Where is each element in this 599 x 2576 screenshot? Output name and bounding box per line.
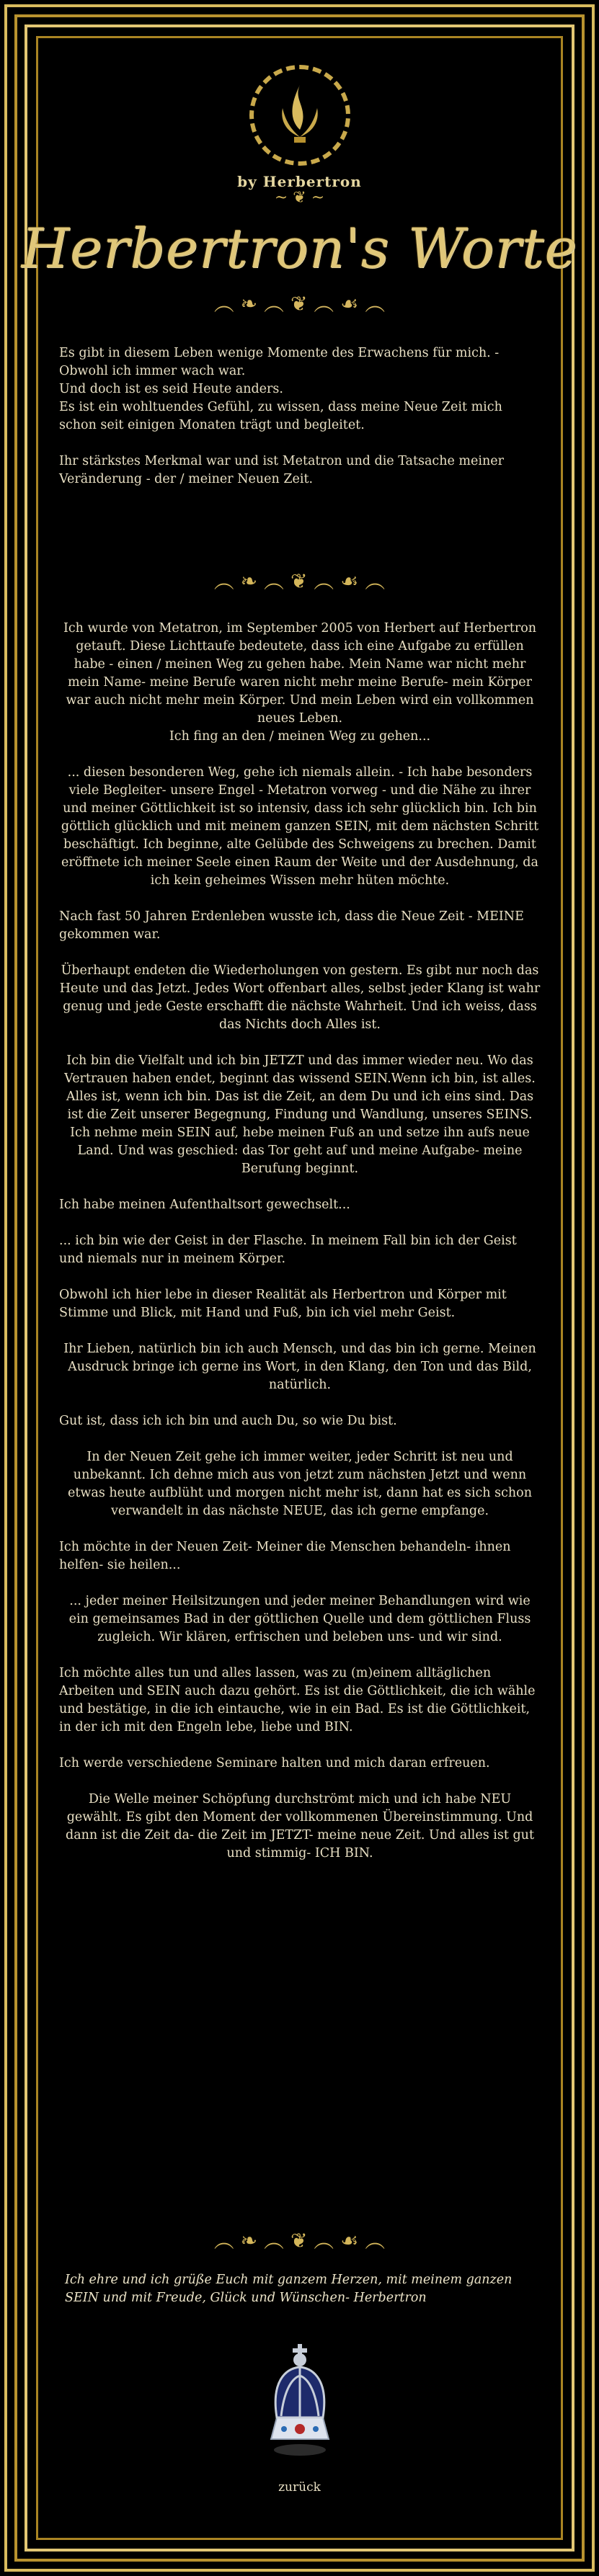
text-paragraph: ... jeder meiner Heilsitzungen und jeder meiner Behandlungen wird wie ein gemeinsames Bad in der göttlichen Quelle und dem göttlichen Fluss zugleich. Wir klären, erfrischen und beleben uns- und wir sind. [68, 1594, 531, 1644]
ornamental-flourish-icon: ~ ❦ ~ [274, 189, 325, 207]
crown-icon [0, 2331, 599, 2464]
text-paragraph: In der Neuen Zeit gehe ich immer weiter, jeder Schritt ist neu und unbekannt. Ich dehne mich aus von jetzt zum nächsten Jetzt und wenn etwas heute aufblüht und morgen nicht mehr ist, dann hat es sich schon verwandelt in das nächste NEUE, das ich gerne empfange. [68, 1450, 532, 1518]
text-paragraph: Ich möchte alles tun und alles lassen, was zu (m)einem alltäglichen Arbeiten und SEIN auch dazu gehört. Es ist die Göttlichkeit, die ich wähle und bestätige, in die ich eintauche, wie in ein Bad. Es ist die Göttlichkeit, in der ich mit den Engeln lebe, liebe und BIN. [59, 1666, 536, 1734]
text-paragraph: Ich möchte in der Neuen Zeit- Meiner die Menschen behandeln- ihnen helfen- sie heilen... [59, 1540, 511, 1572]
page-title: Herbertron's Worte [21, 216, 578, 280]
text-paragraph: Gut ist, dass ich ich bin und auch Du, so wie Du bist. [59, 1414, 397, 1428]
text-paragraph: Ich habe meinen Aufenthaltsort gewechselt... [59, 1198, 350, 1212]
main-text-section [59, 620, 541, 1881]
ornamental-flourish-icon: ︵ ❧ ︵ ❦ ︵ ☙ ︵ [213, 569, 386, 593]
ornamental-flourish-icon: ︵ ❧ ︵ ❦ ︵ ☙ ︵ [213, 292, 386, 316]
text-paragraph: Überhaupt endeten die Wiederholungen von gestern. Es gibt nur noch das Heute und das Jetzt. Jedes Wort offenbart alles, selbst jeder Klang ist wahr genug und jede Geste erschafft die nächste Wahrheit. Und ich weiss, dass das Nichts doch Alles ist. [59, 963, 541, 1032]
intro-paragraph: Es gibt in diesem Leben wenige Momente des Erwachens für mich. - Obwohl ich immer wach war. Und doch ist es seid Heute anders. Es ist ein wohltuendes Gefühl, zu wissen, dass meine Neue Zeit mich schon seit einigen Monaten trägt und begleitet. [59, 346, 502, 432]
text-paragraph: Nach fast 50 Jahren Erdenleben wusste ich, dass die Neue Zeit - MEINE gekommen war. [59, 909, 524, 942]
text-paragraph: Obwohl ich hier lebe in dieser Realität als Herbertron und Körper mit Stimme und Blick, mit Hand und Fuß, bin ich viel mehr Geist. [59, 1288, 507, 1320]
intro-section [59, 344, 541, 507]
header-logo-block [0, 65, 599, 206]
back-link-container [0, 2480, 599, 2495]
intro-paragraph: Ihr stärkstes Merkmal war und ist Metatron und die Tatsache meiner Veränderung - der / meiner Neuen Zeit. [59, 454, 504, 486]
text-paragraph: ... diesen besonderen Weg, gehe ich niemals allein. - Ich habe besonders viele Begleiter- unsere Engel - Metatron vorweg - und die Nähe zu ihrer und meiner Göttlichkeit ist so intensiv, dass ich sehr glücklich bin. Ich bin göttlich glücklich und mit meinem ganzen SEIN, mit dem nächsten Schritt beschäftigt. Ich beginne, alte Gelübde des Schweigens zu brechen. Damit eröffnete ich meiner Seele einen Raum der Weite und der Ausdehnung, da ich kein geheimes Wissen mehr hüten möchte. [61, 765, 539, 888]
text-paragraph: Ich wurde von Metatron, im September 2005 von Herbert auf Herbertron getauft. Diese Lichttaufe bedeutete, dass ich eine Aufgabe zu erfüllen habe - einen / meinen Weg zu gehen habe. Mein Name war nicht mehr mein Name- meine Berufe waren nicht mehr meine Berufe- mein Körper war auch nicht mehr mein Körper. Und mein Leben wird ein vollkommen neues Leben. Ich fing an den / meinen Weg zu gehen... [63, 621, 537, 744]
text-paragraph: Ich werde verschiedene Seminare halten und mich daran erfreuen. [59, 1756, 490, 1770]
wreath-flame-logo-icon [249, 65, 350, 166]
signoff-text: Ich ehre und ich grüße Euch mit ganzem Herzen, mit meinem ganzen SEIN und mit Freude, Glück und Wünschen- Herbertron [65, 2273, 513, 2305]
text-paragraph: ... ich bin wie der Geist in der Flasche. In meinem Fall bin ich der Geist und niemals nur in meinem Körper. [59, 1234, 517, 1266]
ornamental-flourish-icon: ︵ ❧ ︵ ❦ ︵ ☙ ︵ [213, 2229, 386, 2252]
back-link[interactable]: zurück [278, 2480, 321, 2495]
text-paragraph: Ich bin die Vielfalt und ich bin JETZT und das immer wieder neu. Wo das Vertrauen haben endet, beginnt das wissend SEIN.Wenn ich bin, ist alles. Alles ist, wenn ich bin. Das ist die Zeit, an dem Du und ich eins sind. Das ist die Zeit unserer Begegnung, Findung und Wandlung, unseres SEINS. Ich nehme mein SEIN auf, hebe meinen Fuß an und setze ihn aufs neue Land. Und was geschied: das Tor geht auf und meine Aufgabe- meine Berufung beginnt. [64, 1053, 536, 1176]
text-paragraph: Ihr Lieben, natürlich bin ich auch Mensch, und das bin ich gerne. Meinen Ausdruck bringe ich gerne ins Wort, in den Klang, den Ton und das Bild, natürlich. [63, 1342, 536, 1392]
byline: by Herbertron [237, 173, 362, 190]
text-paragraph: Die Welle meiner Schöpfung durchströmt mich und ich habe NEU gewählt. Es gibt den Moment der vollkommenen Übereinstimmung. Und dann ist die Zeit da- die Zeit im JETZT- meine neue Zeit. Und alles ist gut und stimmig- ICH BIN. [66, 1792, 534, 1860]
